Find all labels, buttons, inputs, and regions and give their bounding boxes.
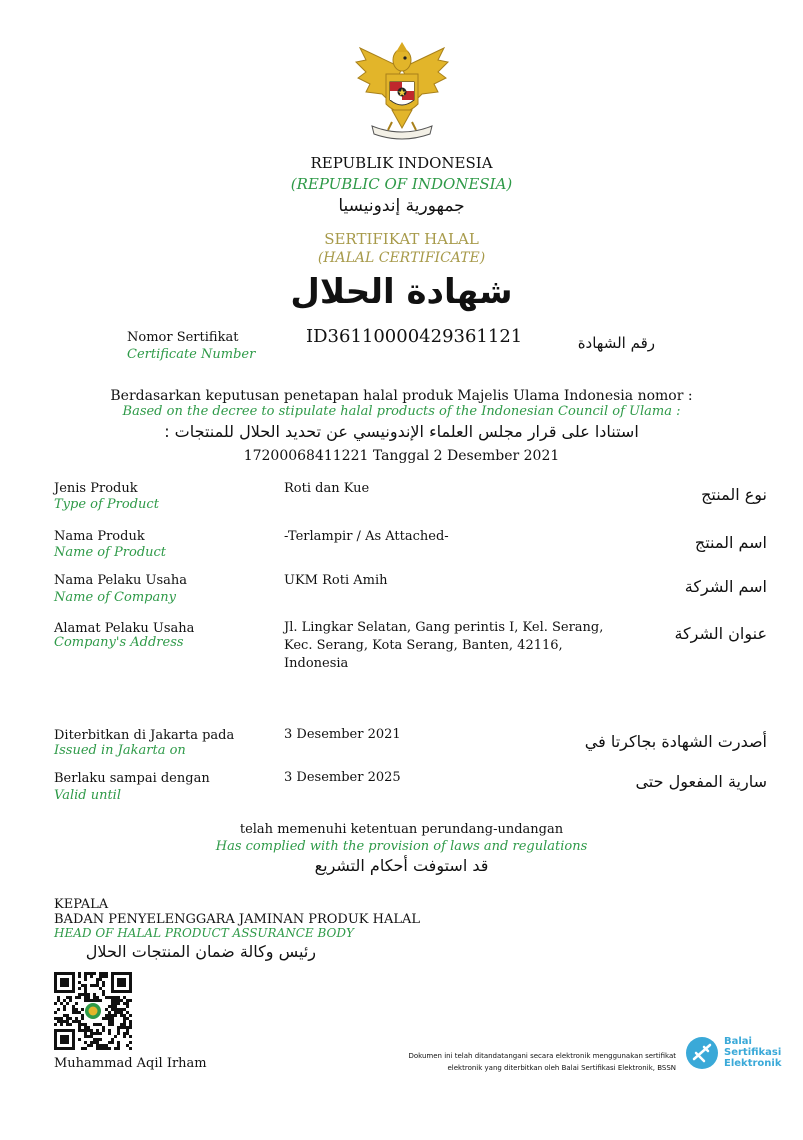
address-line-3: Indonesia	[284, 656, 349, 671]
certificate-number-label-ar: رقم الشهادة	[577, 334, 655, 352]
valid-label-en: Valid until	[54, 788, 121, 803]
issued-value: 3 Desember 2021	[284, 727, 401, 742]
country-title-ar: جمهورية إندونيسيا	[338, 196, 465, 216]
issued-label: Diterbitkan di Jakarta pada	[54, 728, 235, 743]
address-line-2: Kec. Serang, Kota Serang, Banten, 42116,	[284, 638, 563, 653]
valid-value: 3 Desember 2025	[284, 770, 401, 785]
certificate-title-ar: شهادة الحلال	[290, 272, 513, 312]
decree-text-en: Based on the decree to stipulate halal products of the Indonesian Council of Ulama :	[122, 404, 681, 419]
certificate-number-value: ID36110000429361121	[306, 326, 523, 347]
country-title-en: (REPUBLIC OF INDONESIA)	[290, 175, 513, 193]
signatory-title-ar: رئيس وكالة ضمان المنتجات الحلال	[85, 942, 316, 961]
type-label: Jenis Produk	[54, 481, 138, 496]
signatory-title-1: KEPALA	[54, 897, 109, 912]
qr-code-icon	[54, 972, 132, 1050]
signatory-name: Muhammad Aqil Irham	[54, 1056, 207, 1071]
type-label-en: Type of Product	[54, 497, 159, 512]
product-name-label-en: Name of Product	[54, 545, 167, 560]
bsre-brand-line-3: Elektronik	[724, 1058, 782, 1069]
decree-number: 17200068411221 Tanggal 2 Desember 2021	[243, 448, 560, 464]
bsre-brand-line-2: Sertifikasi	[724, 1047, 782, 1058]
valid-label: Berlaku sampai dengan	[54, 771, 210, 786]
signatory-title-2: BADAN PENYELENGGARA JAMINAN PRODUK HALAL	[54, 912, 421, 927]
company-name-label-en: Name of Company	[54, 590, 176, 605]
bsre-brand	[724, 1036, 781, 1069]
product-name-value: -Terlampir / As Attached-	[284, 529, 449, 544]
product-name-label-ar: اسم المنتج	[694, 533, 767, 552]
e-signature-note	[380, 1050, 676, 1074]
certificate-title: SERTIFIKAT HALAL	[324, 230, 479, 248]
bsre-brand-line-1: Balai	[724, 1036, 752, 1047]
address-label-ar: عنوان الشركة	[674, 624, 767, 643]
type-value: Roti dan Kue	[284, 481, 370, 496]
signatory-title-en: HEAD OF HALAL PRODUCT ASSURANCE BODY	[54, 926, 354, 940]
valid-label-ar: سارية المفعول حتى	[635, 772, 767, 791]
company-name-label: Nama Pelaku Usaha	[54, 573, 187, 588]
certificate-title-en: (HALAL CERTIFICATE)	[317, 250, 486, 266]
certificate-number-label: Nomor Sertifikat	[127, 330, 239, 345]
type-label-ar: نوع المنتج	[701, 485, 767, 504]
certificate-number-label-en: Certificate Number	[127, 347, 256, 362]
compliance-text-en: Has complied with the provision of laws and regulations	[215, 839, 588, 854]
garuda-emblem-icon	[352, 38, 452, 142]
product-name-label: Nama Produk	[54, 529, 145, 544]
address-label-en: Company's Address	[54, 635, 184, 650]
address-label: Alamat Pelaku Usaha	[54, 621, 195, 636]
country-title: REPUBLIK INDONESIA	[310, 154, 493, 172]
issued-label-en: Issued in Jakarta on	[54, 743, 186, 758]
compliance-text-ar: قد استوفت أحكام التشريع	[314, 856, 489, 875]
e-signature-note-line-1: Dokumen ini telah ditandatangani secara elektronik menggunakan sertifikat	[408, 1052, 676, 1060]
issued-label-ar: أصدرت الشهادة بجاكرتا في	[584, 732, 767, 751]
bsre-logo-icon	[684, 1035, 720, 1071]
decree-text: Berdasarkan keputusan penetapan halal produk Majelis Ulama Indonesia nomor :	[110, 388, 693, 404]
address-line-1: Jl. Lingkar Selatan, Gang perintis I, Kel. Serang,	[284, 620, 604, 635]
compliance-text: telah memenuhi ketentuan perundang-undangan	[239, 822, 564, 837]
company-name-label-ar: اسم الشركة	[684, 577, 767, 596]
decree-text-ar: استنادا على قرار مجلس العلماء الإندونيسي عن تحديد الحلال للمنتجات :	[164, 422, 639, 441]
e-signature-note-line-2: elektronik yang diterbitkan oleh Balai Sertifikasi Elektronik, BSSN	[447, 1064, 676, 1072]
company-name-value: UKM Roti Amih	[284, 573, 388, 588]
